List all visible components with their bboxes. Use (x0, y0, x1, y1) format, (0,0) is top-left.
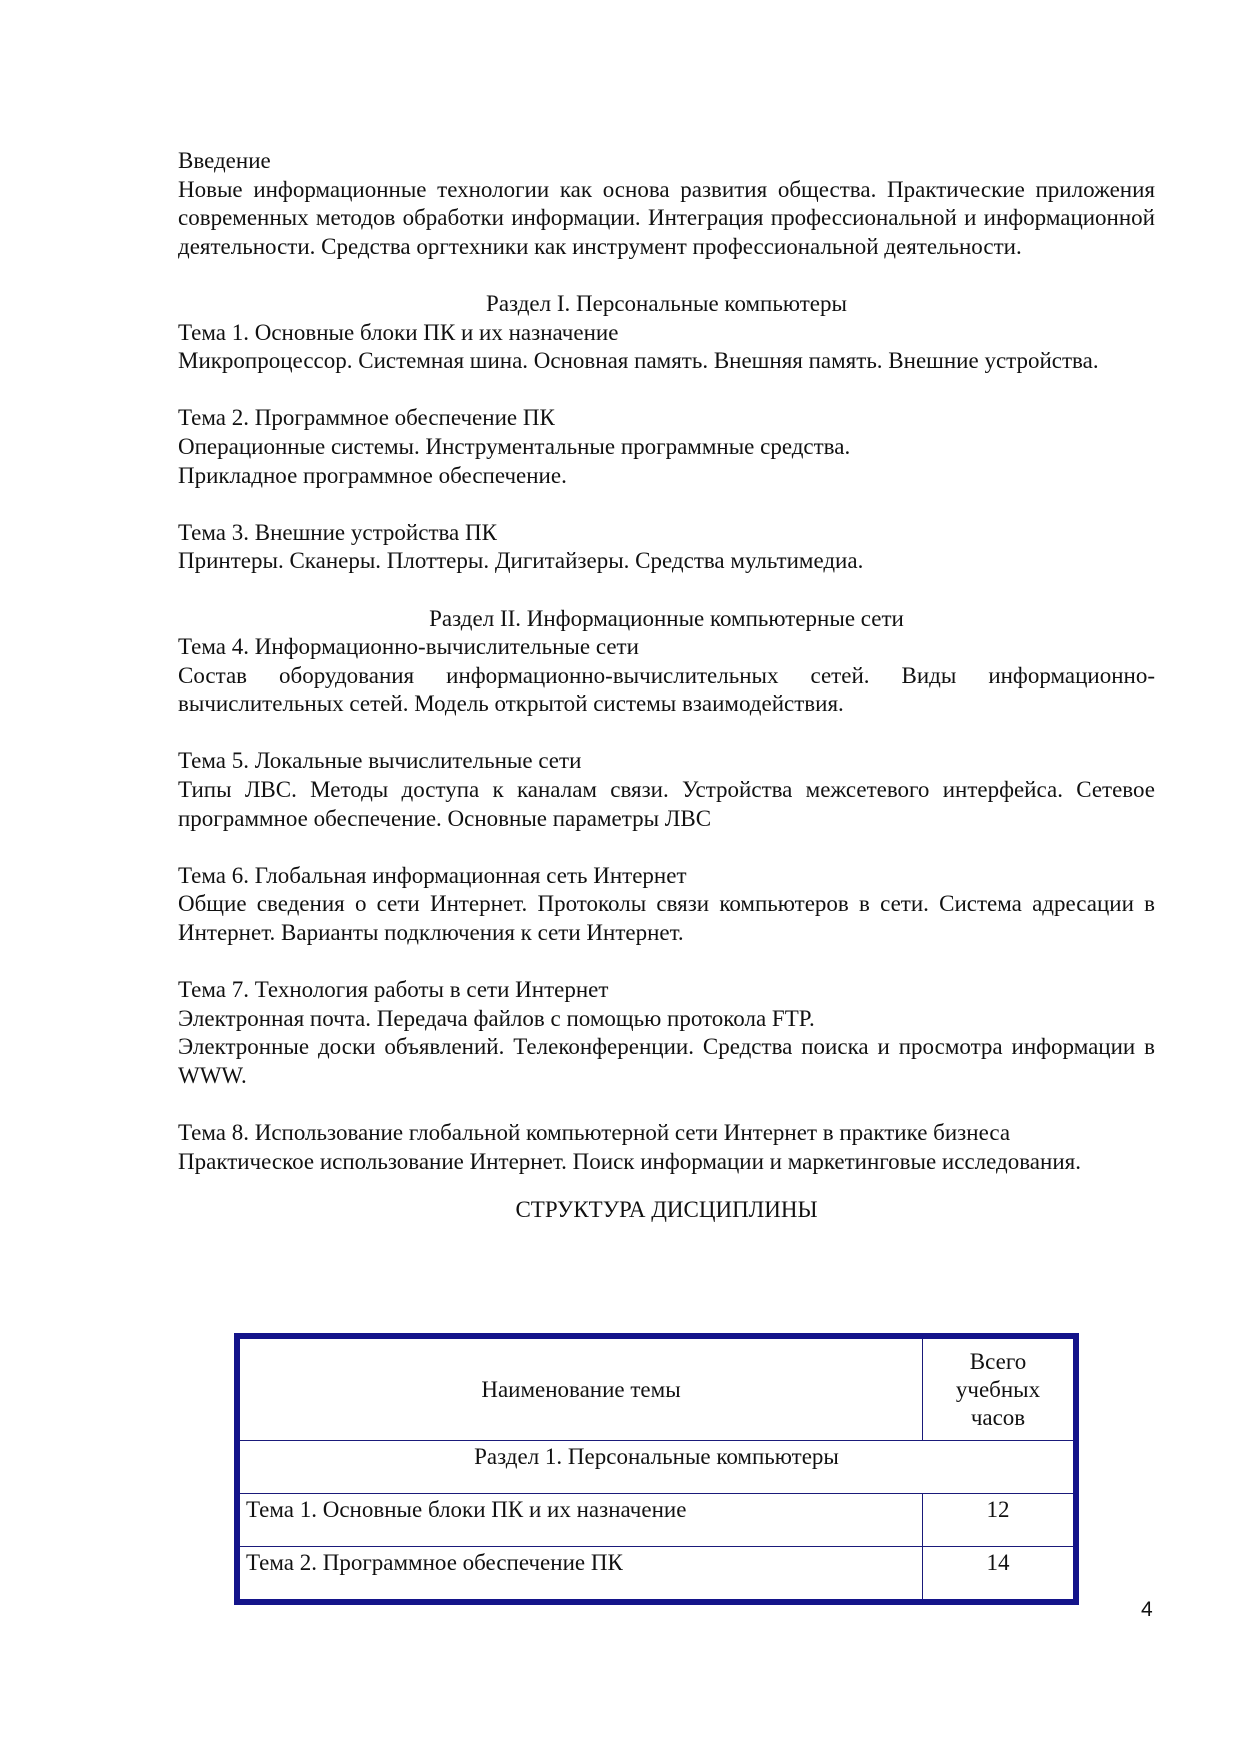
topic-5-text: Типы ЛВС. Методы доступа к каналам связи. Устройства межсетевого интерфейса. Сетевое программное обеспечение. Основные параметры ЛВС (178, 777, 1155, 831)
table-section-title: Раздел 1. Персональные компьютеры (237, 1441, 1076, 1494)
structure-table-title: СТРУКТУРА ДИСЦИПЛИНЫ (515, 1197, 818, 1223)
header-total-hours (923, 1336, 1077, 1441)
table-row-2-name: Тема 2. Программное обеспечение ПК (237, 1547, 923, 1603)
topic-7-title: Тема 7. Технология работы в сети Интернет (178, 977, 609, 1003)
intro-paragraph: Новые информационные технологии как основа развития общества. Практические приложения современных методов обработки информации. Интеграция профессиональной и информационной деятельности. Средства оргтехники как инструмент профессиональной деятельности. (178, 176, 1155, 259)
header-topic-name: Наименование темы (237, 1336, 923, 1441)
header-hours-line-1: Всего (969, 1348, 1027, 1374)
table-section-row (237, 1441, 1076, 1494)
structure-table (234, 1333, 1079, 1605)
table-row (237, 1494, 1076, 1547)
section-1-title: Раздел I. Персональные компьютеры (486, 290, 847, 316)
section-2-title: Раздел II. Информационные компьютерные сети (429, 605, 904, 631)
topic-4-title: Тема 4. Информационно-вычислительные сети (178, 634, 639, 660)
topic-3-title: Тема 3. Внешние устройства ПК (178, 519, 497, 545)
header-hours-line-3: часов (970, 1404, 1026, 1430)
table-row-1-name: Тема 1. Основные блоки ПК и их назначение (237, 1494, 923, 1547)
topic-2-title: Тема 2. Программное обеспечение ПК (178, 405, 555, 431)
topic-4-text: Состав оборудования информационно-вычислительных сетей. Виды информационно-вычислительных сетей. Модель открытой системы взаимодействия. (178, 662, 1155, 717)
page-number: 4 (1141, 1598, 1153, 1621)
topic-3-text: Принтеры. Сканеры. Плоттеры. Дигитайзеры. Средства мультимедиа. (178, 548, 864, 574)
topic-8-text: Практическое использование Интернет. Поиск информации и маркетинговые исследования. (178, 1148, 1081, 1174)
table-row-2-hours: 14 (923, 1547, 1077, 1603)
topic-8-title: Тема 8. Использование глобальной компьютерной сети Интернет в практике бизнеса (178, 1120, 1011, 1146)
topic-2-text-2: Прикладное программное обеспечение. (178, 462, 567, 488)
topic-7-text-1: Электронная почта. Передача файлов с помощью протокола FTP. (178, 1005, 815, 1031)
topic-7-text-2: Электронные доски объявлений. Телеконференции. Средства поиска и просмотра информации в WWW. (178, 1034, 1155, 1088)
table-row (237, 1547, 1076, 1603)
topic-6-title: Тема 6. Глобальная информационная сеть Интернет (178, 862, 687, 888)
intro-heading: Введение (178, 148, 271, 173)
document-body (178, 147, 1155, 1225)
topic-1-title: Тема 1. Основные блоки ПК и их назначение (178, 319, 619, 345)
topic-2-text-1: Операционные системы. Инструментальные программные средства. (178, 433, 851, 459)
topic-6-text: Общие сведения о сети Интернет. Протоколы связи компьютеров в сети. Система адресации в Интернет. Варианты подключения к сети Интернет. (178, 891, 1155, 946)
topic-1-text: Микропроцессор. Системная шина. Основная память. Внешняя память. Внешние устройства. (178, 348, 1099, 374)
table-header-row (237, 1336, 1076, 1441)
table-row-1-hours: 12 (923, 1494, 1077, 1547)
header-hours-line-2: учебных (955, 1376, 1041, 1402)
topic-5-title: Тема 5. Локальные вычислительные сети (178, 748, 582, 774)
